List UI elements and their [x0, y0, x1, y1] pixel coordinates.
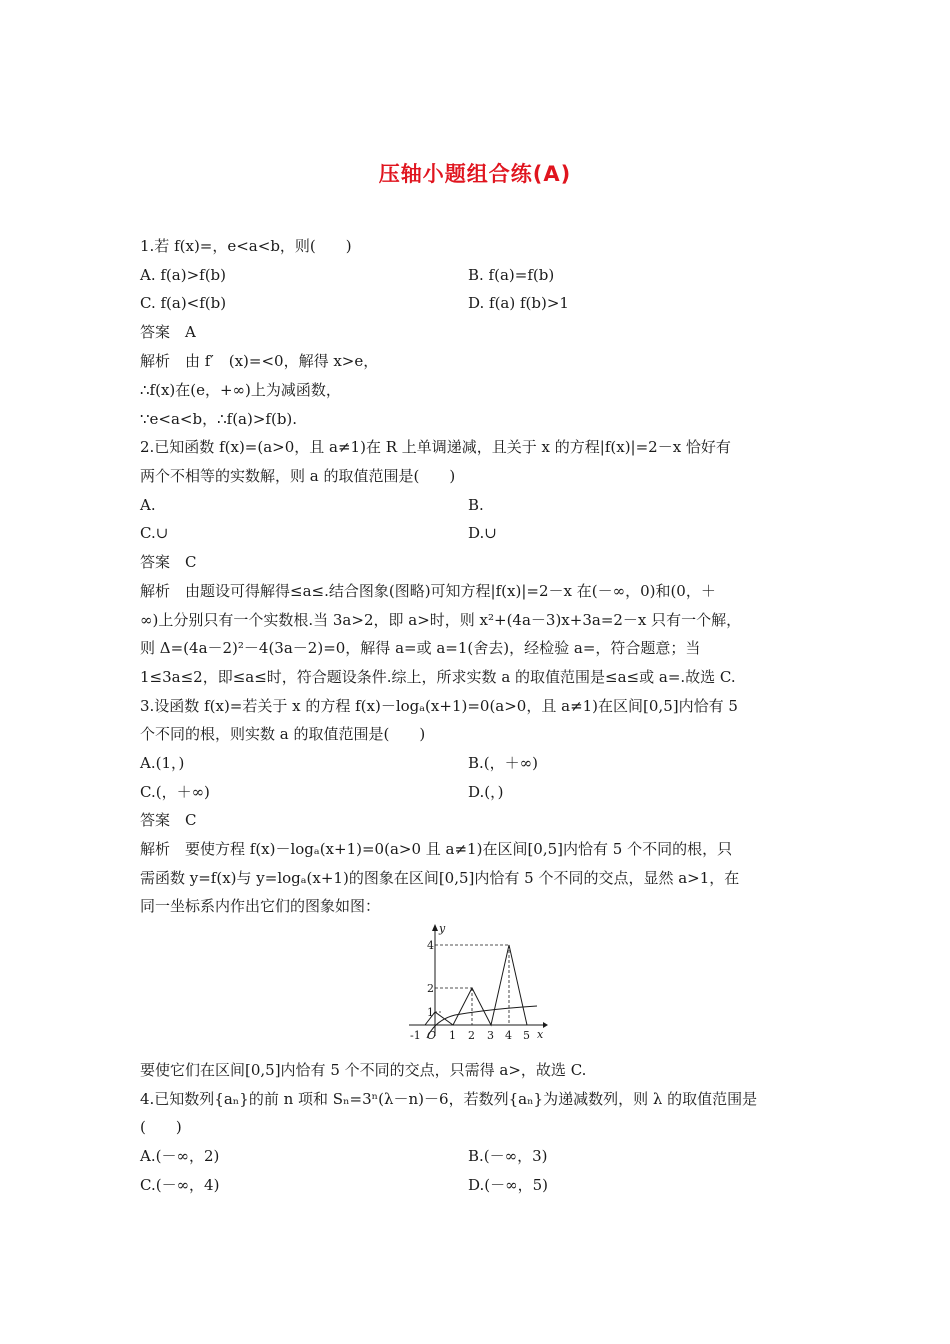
x-axis-arrow: [543, 1022, 548, 1028]
log-curve: [427, 1006, 537, 1038]
q3-answer: 答案 C: [140, 811, 197, 829]
q2-option-a: A.: [140, 496, 156, 514]
y-axis-label: y: [439, 922, 446, 935]
q4-stem-line: ( ): [140, 1118, 182, 1136]
q4-stem-line: 4.已知数列{aₙ}的前 n 项和 Sₙ=3ⁿ(λ－n)－6，若数列{aₙ}为递减数列，则 λ 的取值范围是: [140, 1090, 758, 1108]
q1-option-a: A. f(a)>f(b): [140, 266, 226, 284]
x-axis-label: x: [537, 1028, 544, 1041]
q1-stem: 1.若 f(x)=，e<a<b，则( ): [140, 237, 352, 255]
x-tick-label: 3: [487, 1029, 494, 1042]
q4-option-a: A.(－∞，2): [140, 1147, 220, 1165]
y-tick-label: 4: [427, 939, 434, 952]
q2-stem-line: 2.已知函数 f(x)=(a>0，且 a≠1)在 R 上单调递减，且关于 x 的方程|f(x)|=2－x 恰好有: [140, 438, 731, 456]
q3-option-d: D.(，): [468, 783, 504, 801]
q1-analysis-line: ∵e<a<b，∴f(a)>f(b).: [140, 410, 298, 428]
q2-option-d: D.∪: [468, 524, 497, 542]
q2-option-c: C.∪: [140, 524, 169, 542]
q4-option-c: C.(－∞，4): [140, 1176, 220, 1194]
x-tick-label: 5: [523, 1029, 530, 1042]
q2-analysis-line: 解析 由题设可得解得≤a≤.结合图象(图略)可知方程|f(x)|=2－x 在(－∞，0)和(0，＋: [140, 582, 716, 600]
q3-analysis-line: 同一坐标系内作出它们的图象如图：: [140, 897, 381, 915]
q1-answer: 答案 A: [140, 323, 196, 341]
q1-analysis-line: ∴f(x)在(e，+∞)上为减函数，: [140, 381, 341, 399]
x-tick-label: 1: [449, 1029, 456, 1042]
x-tick-label: -1: [410, 1029, 421, 1042]
x-tick-label: 2: [468, 1029, 475, 1042]
q3-option-a: A.(1，): [140, 754, 185, 772]
y-axis-arrow: [432, 924, 438, 931]
q3-option-c: C.(，＋∞): [140, 783, 210, 801]
q3-function-graph: [405, 918, 550, 1047]
q3-stem-line: 个不同的根，则实数 a 的取值范围是( ): [140, 725, 426, 743]
q4-option-b: B.(－∞，3): [468, 1147, 548, 1165]
q4-option-d: D.(－∞，5): [468, 1176, 549, 1194]
q3-analysis-line: 需函数 y=f(x)与 y=logₐ(x+1)的图象在区间[0,5]内恰有 5 个不同的交点，显然 a>1，在: [140, 869, 740, 887]
y-tick-label: 1: [427, 1006, 434, 1019]
q1-option-b: B. f(a)=f(b): [468, 266, 555, 284]
q3-analysis-line: 解析 要使方程 f(x)－logₐ(x+1)=0(a>0 且 a≠1)在区间[0,5]内恰有 5 个不同的根，只: [140, 840, 733, 858]
q3-conclusion: 要使它们在区间[0,5]内恰有 5 个不同的交点，只需得 a>，故选 C.: [140, 1061, 587, 1079]
q2-stem-line: 两个不相等的实数解，则 a 的取值范围是( ): [140, 467, 456, 485]
q3-option-b: B.(，＋∞): [468, 754, 538, 772]
q2-option-b: B.: [468, 496, 484, 514]
q3-stem-line: 3.设函数 f(x)=若关于 x 的方程 f(x)－logₐ(x+1)=0(a>0，且 a≠1)在区间[0,5]内恰有 5: [140, 697, 738, 715]
q1-option-d: D. f(a) f(b)>1: [468, 294, 569, 312]
origin-label: O: [427, 1029, 437, 1042]
y-tick-label: 2: [427, 982, 434, 995]
q1-option-c: C. f(a)<f(b): [140, 294, 227, 312]
page-title: 压轴小题组合练(A): [378, 162, 572, 186]
x-tick-label: 4: [505, 1029, 512, 1042]
q2-analysis-line: ∞)上分别只有一个实数根.当 3a>2，即 a>时，则 x²+(4a－3)x+3a=2－x 只有一个解，: [140, 611, 742, 629]
q1-analysis-line: 解析 由 f′ (x)=<0，解得 x>e，: [140, 352, 379, 370]
q2-analysis-line: 则 Δ=(4a－2)²－4(3a－2)=0，解得 a=或 a=1(舍去)，经检验 a=，符合题意；当: [140, 639, 701, 657]
f-curve: [425, 945, 527, 1025]
q2-answer: 答案 C: [140, 553, 197, 571]
q2-analysis-line: 1≤3a≤2，即≤a≤时，符合题设条件.综上，所求实数 a 的取值范围是≤a≤或 a=.故选 C.: [140, 668, 736, 686]
